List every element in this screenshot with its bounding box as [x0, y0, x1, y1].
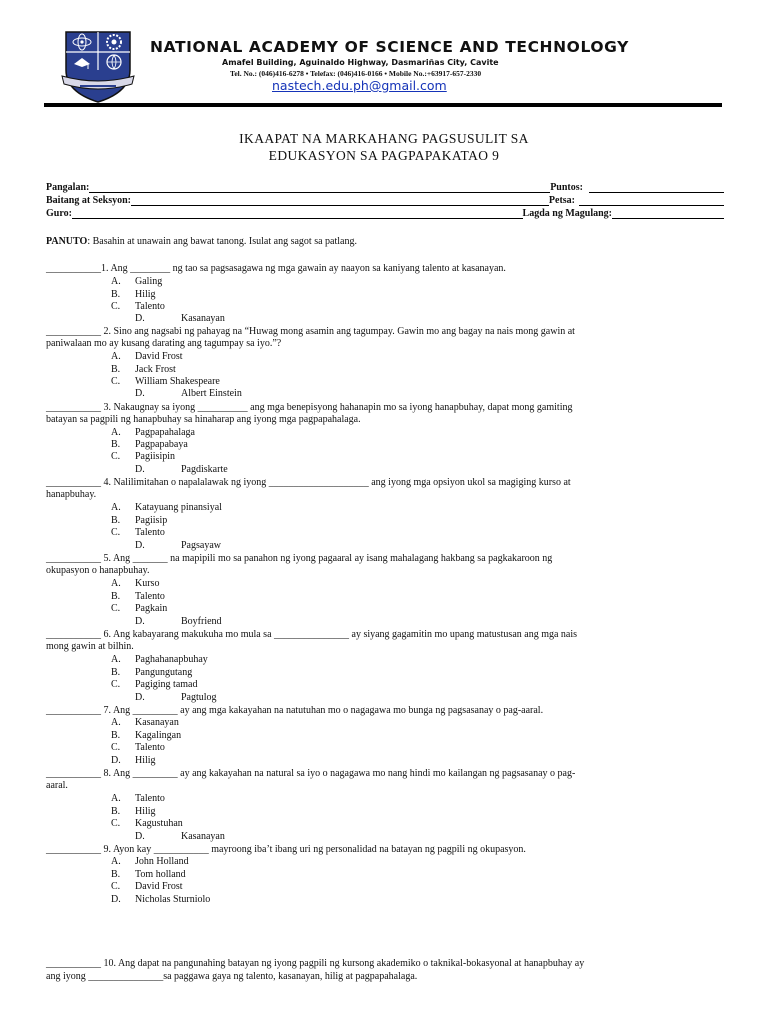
question-2-line-1: ___________ 2. Sino ang nagsabi ng pahayag na “Huwag mong asamin ang tagumpay. Gawin mo ang bagay na nais mong gawin at [46, 326, 575, 337]
question-6-line-2: mong gawin at bilhin. [46, 641, 134, 652]
question-1-option-b: B. Hilig [111, 289, 156, 300]
question-8-line-2: aaral. [46, 780, 68, 791]
question-3-option-a: A. Pagpapahalaga [111, 427, 195, 438]
question-4-line-2: hanapbuhay. [46, 489, 97, 500]
school-logo-icon [58, 26, 138, 106]
question-7-option-b: B. Kagalingan [111, 730, 182, 741]
question-9-option-c: C. David Frost [111, 881, 183, 892]
question-7-option-d: D. Hilig [111, 755, 156, 766]
lagda-label: Lagda ng Magulang: [522, 208, 612, 219]
question-5-option-a: A. Kurso [111, 578, 160, 589]
question-2-option-b: B. Jack Frost [111, 364, 176, 375]
question-6-line-1: ___________ 6. Ang kabayarang makukuha mo mula sa _______________ ay siyang gagamitin mo upang matustusan ang mga nais [46, 629, 578, 640]
question-3-line-1: ___________ 3. Nakaugnay sa iyong __________ ang mga benepisyong hahanapin mo sa iyong hanapbuhay, dapat mong gamiting [46, 402, 573, 413]
question-1-option-a: A. Galing [111, 276, 163, 287]
puntos-label: Puntos: [550, 182, 583, 193]
question-5-option-b: B. Talento [111, 591, 165, 602]
question-7-option-a: A. Kasanayan [111, 717, 179, 728]
question-8-option-c: C. Kagustuhan [111, 818, 183, 829]
question-1-option-d: D. Kasanayan [135, 313, 225, 324]
question-3-option-c: C. Pagiisipin [111, 451, 176, 462]
school-address: Amafel Building, Aguinaldo Highway, Dasmariñas City, Cavite [222, 58, 499, 67]
question-2-line-2: paniwalaan mo ay kusang darating ang tagumpay sa iyo.”? [46, 338, 282, 349]
question-8-option-a: A. Talento [111, 793, 165, 804]
question-7-line-1: ___________ 7. Ang _________ ay ang mga kakayahan na natutuhan mo o nagagawa mo bunga ng pagsasanay o pag-aaral. [46, 705, 544, 716]
instructions [46, 236, 357, 247]
petsa-field[interactable] [579, 195, 724, 206]
question-2-option-d: D. Albert Einstein [135, 388, 242, 399]
question-9-line-1: ___________ 9. Ayon kay ___________ mayroong iba’t ibang uri ng personalidad na batayan ng pagpili ng okupasyon. [46, 844, 526, 855]
question-10-line-1: ___________ 10. Ang dapat na pangunahing batayan ng iyong pagpili ng kursong akademiko o taknikal-bokasyonal at hanapbuhay ay [46, 958, 585, 969]
question-7-option-c: C. Talento [111, 742, 165, 753]
field-row-baitang [46, 193, 724, 206]
question-2-option-c: C. William Shakespeare [111, 376, 220, 387]
field-row-guro [46, 206, 724, 219]
pangalan-label: Pangalan: [46, 182, 90, 193]
question-5-option-d: D. Boyfriend [135, 616, 222, 627]
school-contact: Tel. No.: (046)416-6278 • Telefax: (046)416-0166 • Mobile No.:+63917-657-2330 [230, 69, 482, 78]
exam-title-line1: IKAAPAT NA MARKAHANG PAGSUSULIT SA [239, 131, 529, 146]
question-9-option-d: D. Nicholas Sturniolo [111, 894, 211, 905]
question-6-option-d: D. Pagtulog [135, 692, 217, 703]
question-4-option-d: D. Pagsayaw [135, 540, 221, 551]
question-6-option-a: A. Paghahanapbuhay [111, 654, 208, 665]
exam-title-line2: EDUKASYON SA PAGPAPAKATAO 9 [268, 148, 500, 163]
instructions-text: : Basahin at unawain ang bawat tanong. Isulat ang sagot sa patlang. [87, 236, 357, 247]
question-5-line-2: okupasyon o hanapbuhay. [46, 565, 150, 576]
petsa-label: Petsa: [548, 195, 575, 206]
question-6-option-c: C. Pagiging tamad [111, 679, 198, 690]
baitang-field[interactable] [131, 195, 549, 206]
question-8-option-b: B. Hilig [111, 806, 156, 817]
school-name: NATIONAL ACADEMY OF SCIENCE AND TECHNOLOGY [150, 38, 629, 56]
school-email-link[interactable]: nastech.edu.ph@gmail.com [272, 78, 447, 93]
question-4-line-1: ___________ 4. Nalilimitahan o napalalawak ng iyong ____________________ ang iyong mga opsiyon ukol sa magiging kurso at [46, 477, 571, 488]
question-5-option-c: C. Pagkain [111, 603, 168, 614]
lagda-field[interactable] [612, 208, 724, 219]
question-1-line-1: ___________1. Ang ________ ng tao sa pagsasagawa ng mga gawain ay naayon sa kaniyang talento at kasanayan. [46, 263, 506, 274]
question-9-option-a: A. John Holland [111, 856, 189, 867]
question-4-option-b: B. Pagiisip [111, 515, 168, 526]
guro-field[interactable] [72, 208, 523, 219]
question-8-line-1: ___________ 8. Ang _________ ay ang kakayahan na natural sa iyo o nagagawa mo nang hindi mo kailangan ng pagsasanay o pag- [46, 768, 576, 779]
question-1-option-c: C. Talento [111, 301, 165, 312]
puntos-field[interactable] [589, 182, 724, 193]
question-4-option-a: A. Katayuang pinansiyal [111, 502, 222, 513]
question-3-line-2: batayan sa pagpili ng hanapbuhay sa hinaharap ang iyong mga pagpapahalaga. [46, 414, 361, 425]
question-6-option-b: B. Pangungutang [111, 667, 193, 678]
question-5-line-1: ___________ 5. Ang _______ na mapipili mo sa panahon ng iyong pagaaral ay isang mahalagang hakbang sa pagkakaroon ng [46, 553, 553, 564]
question-2-option-a: A. David Frost [111, 351, 183, 362]
question-8-option-d: D. Kasanayan [135, 831, 225, 842]
field-row-pangalan [46, 180, 724, 193]
instructions-label: PANUTO [46, 236, 88, 247]
header-divider [44, 103, 722, 107]
guro-label: Guro: [46, 208, 72, 219]
question-10-line-2: ang iyong _______________sa paggawa gaya ng talento, kasanayan, hilig at pagpapahalaga. [46, 971, 418, 982]
question-9-option-b: B. Tom holland [111, 869, 186, 880]
question-3-option-b: B. Pagpapabaya [111, 439, 188, 450]
baitang-label: Baitang at Seksyon: [46, 195, 132, 206]
question-3-option-d: D. Pagdiskarte [135, 464, 228, 475]
question-4-option-c: C. Talento [111, 527, 165, 538]
pangalan-field[interactable] [89, 182, 550, 193]
